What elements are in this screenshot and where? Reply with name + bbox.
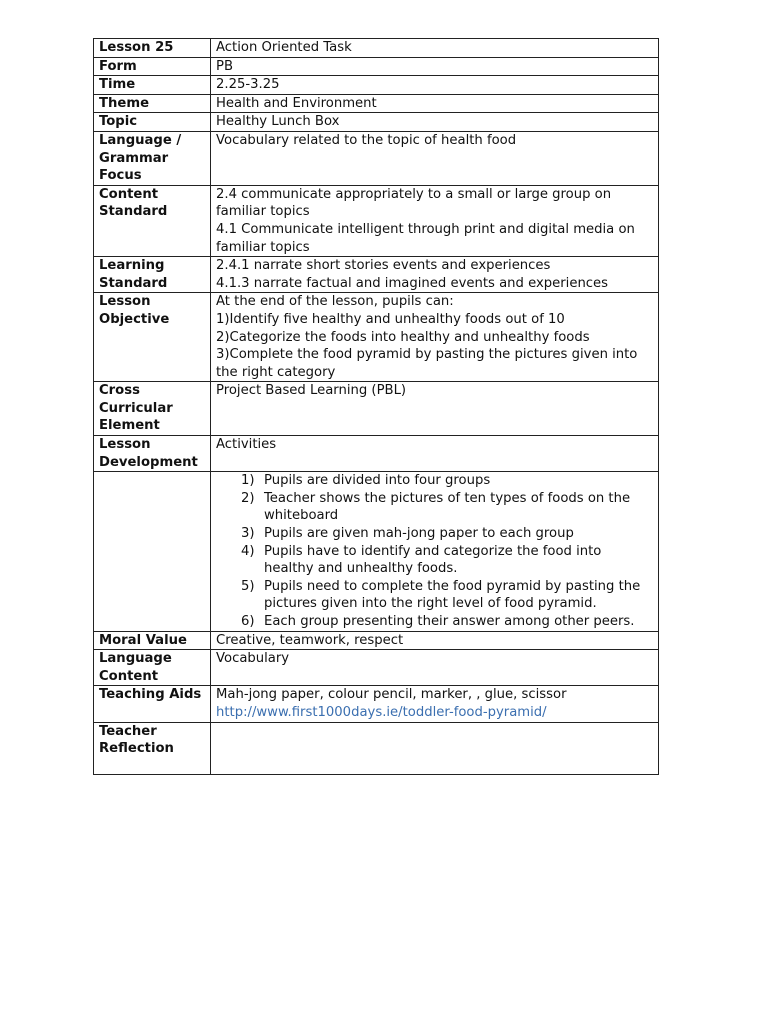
teaching-aids-link[interactable]: http://www.first1000days.ie/toddler-food-pyramid/ (216, 704, 547, 720)
row-lesson-development (94, 436, 659, 472)
list-item: 3) Pupils are given mah-jong paper to each group (241, 526, 574, 542)
content-standard-line: 4.1 Communicate intelligent through print and digital media on familiar topics (216, 221, 635, 255)
list-item: 5) Pupils need to complete the food pyramid by pasting the pictures given into the right level of food pyramid. (241, 578, 641, 612)
value-language-focus: Vocabulary related to the topic of health food (211, 131, 659, 185)
value-topic: Healthy Lunch Box (211, 113, 659, 132)
objective-line: 1)Identify five healthy and unhealthy foods out of 10 (216, 311, 565, 327)
label-content-standard: Content Standard (94, 185, 211, 256)
label-teaching-aids: Teaching Aids (94, 686, 211, 722)
value-moral-value: Creative, teamwork, respect (211, 631, 659, 650)
value-teacher-reflection[interactable] (211, 722, 659, 774)
row-language-focus (94, 131, 659, 185)
label-topic: Topic (94, 113, 211, 132)
row-teacher-reflection (94, 722, 659, 774)
label-language-focus: Language / Grammar Focus (94, 131, 211, 185)
value-cross-curricular: Project Based Learning (PBL) (211, 382, 659, 436)
list-item: 6) Each group presenting their answer among other peers. (241, 614, 635, 629)
row-moral-value (94, 631, 659, 650)
learning-standard-line: 2.4.1 narrate short stories events and experiences (216, 258, 551, 274)
value-time: 2.25-3.25 (211, 76, 659, 95)
row-cross-curricular (94, 382, 659, 436)
list-item: 4) Pupils have to identify and categorize the food into healthy and unhealthy foods. (241, 543, 602, 577)
value-learning-standard (211, 257, 659, 293)
lesson-plan-table (93, 38, 659, 775)
label-form: Form (94, 57, 211, 76)
list-item: 1) Pupils are divided into four groups (241, 473, 491, 489)
label-language-content: Language Content (94, 650, 211, 686)
row-activities (94, 472, 659, 631)
label-lesson: Lesson 25 (94, 39, 211, 58)
row-topic (94, 113, 659, 132)
objective-line: 2)Categorize the foods into healthy and unhealthy foods (216, 329, 590, 345)
row-teaching-aids (94, 686, 659, 722)
value-lesson: Action Oriented Task (211, 39, 659, 58)
value-activities (211, 472, 659, 631)
objective-line: 3)Complete the food pyramid by pasting the pictures given into the right category (216, 347, 638, 380)
row-lesson-objective (94, 293, 659, 382)
value-theme: Health and Environment (211, 94, 659, 113)
value-lesson-objective (211, 293, 659, 382)
row-lesson (94, 39, 659, 58)
label-theme: Theme (94, 94, 211, 113)
row-content-standard (94, 185, 659, 256)
learning-standard-line: 4.1.3 narrate factual and imagined events and experiences (216, 275, 609, 291)
value-lesson-development: Activities (211, 436, 659, 472)
row-time (94, 76, 659, 95)
label-teacher-reflection: Teacher Reflection (94, 722, 211, 774)
activities-list (216, 472, 653, 630)
row-learning-standard (94, 257, 659, 293)
label-lesson-development: Lesson Development (94, 436, 211, 472)
label-moral-value: Moral Value (94, 631, 211, 650)
content-standard-line: 2.4 communicate appropriately to a small or large group on familiar topics (216, 186, 612, 220)
row-form (94, 57, 659, 76)
label-activities-empty (94, 472, 211, 631)
value-language-content: Vocabulary (211, 650, 659, 686)
value-form: PB (211, 57, 659, 76)
label-lesson-objective: Lesson Objective (94, 293, 211, 382)
list-item: 2) Teacher shows the pictures of ten types of foods on the whiteboard (241, 490, 631, 524)
row-theme (94, 94, 659, 113)
value-content-standard (211, 185, 659, 256)
label-time: Time (94, 76, 211, 95)
label-learning-standard: Learning Standard (94, 257, 211, 293)
label-cross-curricular: Cross Curricular Element (94, 382, 211, 436)
row-language-content (94, 650, 659, 686)
value-teaching-aids (211, 686, 659, 722)
teaching-aids-text: Mah-jong paper, colour pencil, marker, , glue, scissor (216, 687, 567, 703)
objective-line: At the end of the lesson, pupils can: (216, 294, 454, 310)
